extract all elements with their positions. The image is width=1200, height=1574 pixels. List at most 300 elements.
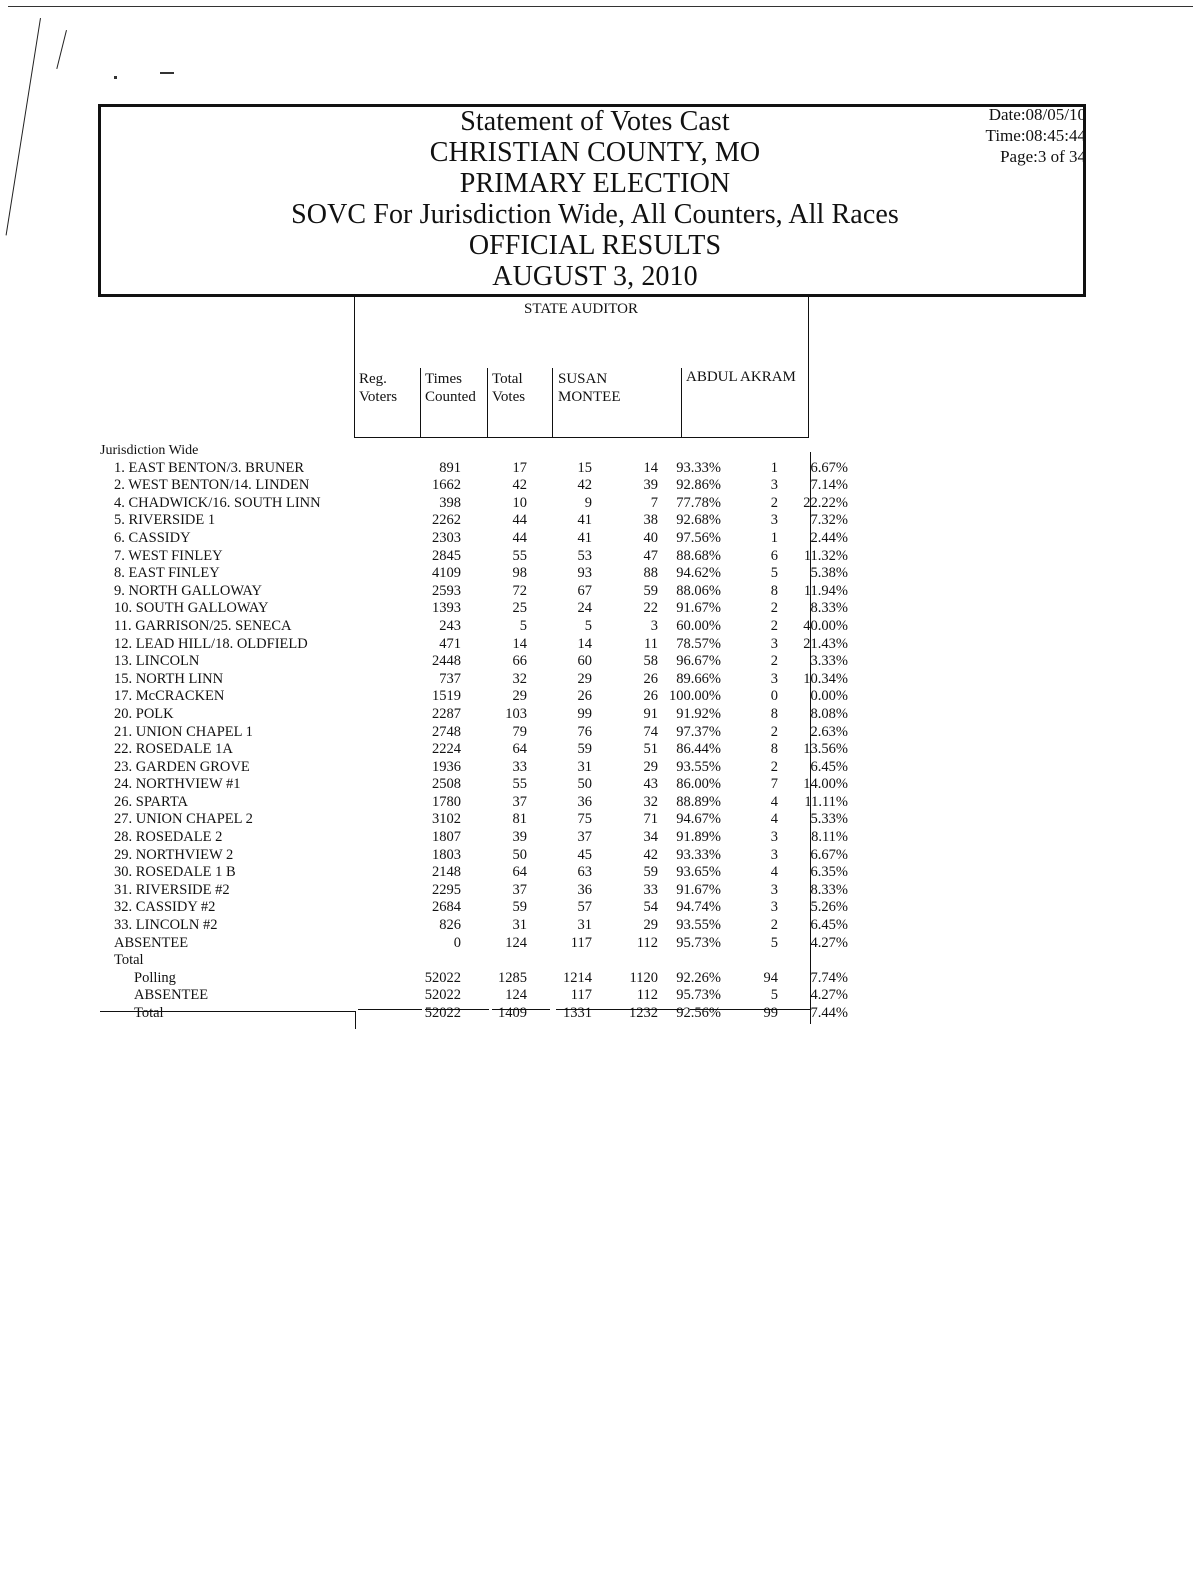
- cell-times: 33: [512, 758, 527, 775]
- cell-total: 42: [577, 477, 592, 494]
- cell-c1: 88: [643, 565, 658, 582]
- cell-times: 29: [512, 688, 527, 705]
- cell-times: 79: [512, 723, 527, 740]
- table-row: [100, 512, 848, 530]
- cell-times: 66: [512, 653, 527, 670]
- cell-c1: 26: [643, 688, 658, 705]
- table-row: [100, 495, 848, 513]
- cell-total: 1214: [563, 969, 592, 986]
- cell-c2p: 7.74%: [810, 969, 848, 986]
- cell-times: 25: [512, 600, 527, 617]
- cell-c1p: 92.56%: [676, 1005, 721, 1021]
- table-row: [100, 882, 848, 900]
- cell-reg: 891: [439, 459, 461, 476]
- cell-c1: 58: [643, 653, 658, 670]
- cell-c1: 33: [643, 881, 658, 898]
- table-row: [100, 688, 848, 706]
- cell-c2: 0: [770, 688, 778, 705]
- cell-c1: 26: [643, 670, 658, 687]
- cell-reg: 52022: [424, 969, 461, 986]
- cell-total: 36: [577, 881, 592, 898]
- jurisdiction-name: 5. RIVERSIDE 1: [114, 512, 216, 529]
- cell-c2p: 6.35%: [810, 864, 848, 881]
- cell-c2: 1: [770, 459, 778, 476]
- cell-c2p: 2.44%: [810, 529, 848, 546]
- jurisdiction-name: 31. RIVERSIDE #2: [114, 881, 230, 898]
- cell-c1p: 91.67%: [676, 600, 721, 617]
- jurisdiction-name: 30. ROSEDALE 1 B: [114, 864, 236, 881]
- column-rule: [354, 297, 355, 437]
- col-times-counted: Times Counted: [425, 371, 476, 405]
- cell-c2p: 4.27%: [810, 934, 848, 951]
- total-underline: [690, 1009, 810, 1010]
- cell-c2p: 22.22%: [803, 494, 848, 511]
- column-rule: [420, 368, 421, 437]
- cell-c2: 3: [770, 512, 778, 529]
- cell-times: 124: [505, 987, 527, 1004]
- cell-c2: 7: [770, 776, 778, 793]
- jurisdiction-name: 8. EAST FINLEY: [114, 565, 220, 582]
- cell-c2p: 6.67%: [810, 459, 848, 476]
- cell-c1p: 60.00%: [676, 617, 721, 634]
- cell-c2: 1: [770, 529, 778, 546]
- cell-c1p: 93.65%: [676, 864, 721, 881]
- cell-total: 14: [577, 635, 592, 652]
- table-row: [100, 741, 848, 759]
- jurisdiction-name: 28. ROSEDALE 2: [114, 829, 223, 846]
- cell-c1p: 88.06%: [676, 582, 721, 599]
- cell-c1p: 93.55%: [676, 758, 721, 775]
- cell-c2p: 7.44%: [810, 1005, 848, 1021]
- table-row: [100, 460, 848, 478]
- cell-times: 42: [512, 477, 527, 494]
- cell-c2p: 14.00%: [803, 776, 848, 793]
- cell-reg: 2287: [432, 705, 461, 722]
- cell-total: 57: [577, 899, 592, 916]
- table-row: [100, 724, 848, 742]
- jurisdiction-name: 4. CHADWICK/16. SOUTH LINN: [114, 494, 321, 511]
- jurisdiction-name: 27. UNION CHAPEL 2: [114, 811, 253, 828]
- cell-c1: 51: [643, 741, 658, 758]
- cell-c1: 32: [643, 793, 658, 810]
- cell-c1p: 89.66%: [676, 670, 721, 687]
- table-row: [100, 899, 848, 917]
- cell-c2p: 5.38%: [810, 565, 848, 582]
- page-number: Page:3 of 34: [1000, 147, 1086, 166]
- cell-total: 117: [570, 987, 592, 1004]
- cell-times: 5: [519, 617, 527, 634]
- jurisdiction-name: 1. EAST BENTON/3. BRUNER: [114, 459, 304, 476]
- cell-times: 124: [505, 934, 527, 951]
- cell-total: 37: [577, 829, 592, 846]
- cell-c1: 1120: [629, 969, 658, 986]
- totals-row-absentee: [100, 987, 848, 1005]
- cell-times: 1409: [498, 1005, 527, 1021]
- column-rule: [681, 368, 682, 437]
- cell-c1: 34: [643, 829, 658, 846]
- cell-c2: 4: [770, 864, 778, 881]
- table-row: [100, 706, 848, 724]
- cell-total: 5: [584, 617, 592, 634]
- cell-c1: 14: [643, 459, 658, 476]
- cell-c1: 91: [643, 705, 658, 722]
- cell-c2: 2: [770, 917, 778, 934]
- total-underline: [556, 1009, 684, 1010]
- cell-times: 64: [512, 741, 527, 758]
- cell-total: 93: [577, 565, 592, 582]
- cell-reg: 2148: [432, 864, 461, 881]
- cell-c2: 94: [763, 969, 778, 986]
- cell-c2: 2: [770, 653, 778, 670]
- cell-c1p: 95.73%: [676, 987, 721, 1004]
- cell-reg: 398: [439, 494, 461, 511]
- cell-c1p: 78.57%: [676, 635, 721, 652]
- scan-mark: [6, 18, 41, 235]
- jurisdiction-name: 9. NORTH GALLOWAY: [114, 582, 263, 599]
- cell-c2p: 8.11%: [811, 829, 848, 846]
- cell-total: 75: [577, 811, 592, 828]
- cell-c1: 29: [643, 917, 658, 934]
- cell-c1p: 92.68%: [676, 512, 721, 529]
- cell-c1: 40: [643, 529, 658, 546]
- cell-reg: 1662: [432, 477, 461, 494]
- cell-reg: 4109: [432, 565, 461, 582]
- table-row: [100, 847, 848, 865]
- jurisdiction-name: Polling: [134, 969, 176, 986]
- cell-c2: 5: [770, 987, 778, 1004]
- cell-total: 26: [577, 688, 592, 705]
- jurisdiction-name: 10. SOUTH GALLOWAY: [114, 600, 269, 617]
- cell-c2: 6: [770, 547, 778, 564]
- table-row: [100, 917, 848, 935]
- cell-reg: 2303: [432, 529, 461, 546]
- cell-c1p: 86.00%: [676, 776, 721, 793]
- cell-c2p: 8.33%: [810, 881, 848, 898]
- jurisdiction-name: 21. UNION CHAPEL 1: [114, 723, 253, 740]
- cell-times: 32: [512, 670, 527, 687]
- cell-reg: 3102: [432, 811, 461, 828]
- cell-reg: 2295: [432, 881, 461, 898]
- cell-reg: 1803: [432, 846, 461, 863]
- cell-reg: 2448: [432, 653, 461, 670]
- table-row: [100, 618, 848, 636]
- election-date: AUGUST 3, 2010: [492, 261, 698, 292]
- cell-total: 41: [577, 529, 592, 546]
- cell-c2: 3: [770, 670, 778, 687]
- cell-c2: 2: [770, 617, 778, 634]
- cell-c1p: 95.73%: [676, 934, 721, 951]
- cell-times: 64: [512, 864, 527, 881]
- cell-c2: 8: [770, 741, 778, 758]
- jurisdiction-name: 29. NORTHVIEW 2: [114, 846, 234, 863]
- jurisdiction-name: Total: [134, 1005, 164, 1021]
- cell-times: 31: [512, 917, 527, 934]
- cell-c1p: 91.92%: [676, 705, 721, 722]
- jurisdiction-name: 13. LINCOLN: [114, 653, 200, 670]
- cell-reg: 2508: [432, 776, 461, 793]
- report-date: Date:08/05/10: [988, 105, 1086, 124]
- jurisdiction-name: 12. LEAD HILL/18. OLDFIELD: [114, 635, 308, 652]
- cell-total: 45: [577, 846, 592, 863]
- report-time: Time:08:45:44: [985, 126, 1086, 145]
- cell-total: 59: [577, 741, 592, 758]
- jurisdiction-name: 20. POLK: [114, 705, 174, 722]
- cell-times: 37: [512, 881, 527, 898]
- cell-c1: 29: [643, 758, 658, 775]
- cell-times: 39: [512, 829, 527, 846]
- table-row: [100, 759, 848, 777]
- cell-reg: 2593: [432, 582, 461, 599]
- jurisdiction-name: 32. CASSIDY #2: [114, 899, 216, 916]
- jurisdiction-name: 7. WEST FINLEY: [114, 547, 223, 564]
- cell-total: 50: [577, 776, 592, 793]
- cell-c1p: 100.00%: [669, 688, 721, 705]
- jurisdiction-name: 22. ROSEDALE 1A: [114, 741, 233, 758]
- table-row: [100, 794, 848, 812]
- cell-c2: 5: [770, 934, 778, 951]
- jurisdiction-name: 23. GARDEN GROVE: [114, 758, 250, 775]
- cell-c2p: 21.43%: [803, 635, 848, 652]
- table-row: [100, 530, 848, 548]
- cell-c1: 1232: [629, 1005, 658, 1021]
- cell-times: 72: [512, 582, 527, 599]
- column-rule: [552, 368, 553, 437]
- cell-c2p: 10.34%: [803, 670, 848, 687]
- cell-reg: 2845: [432, 547, 461, 564]
- jurisdiction-name: 15. NORTH LINN: [114, 670, 224, 687]
- table-row: [100, 565, 848, 583]
- cell-c1: 54: [643, 899, 658, 916]
- cell-total: 41: [577, 512, 592, 529]
- cell-total: 24: [577, 600, 592, 617]
- cell-c1: 71: [643, 811, 658, 828]
- cell-c1p: 92.26%: [676, 969, 721, 986]
- cell-reg: 2224: [432, 741, 461, 758]
- cell-times: 44: [512, 512, 527, 529]
- table-row: [100, 935, 848, 953]
- cell-times: 14: [512, 635, 527, 652]
- cell-c1p: 77.78%: [676, 494, 721, 511]
- cell-c2p: 7.14%: [810, 477, 848, 494]
- cell-c2: 8: [770, 582, 778, 599]
- cell-c1p: 94.74%: [676, 899, 721, 916]
- section-row: [100, 442, 848, 460]
- jurisdiction-name: 26. SPARTA: [114, 793, 188, 810]
- scan-mark: [56, 30, 67, 69]
- cell-c1p: 96.67%: [676, 653, 721, 670]
- cell-total: 67: [577, 582, 592, 599]
- table-row: [100, 477, 848, 495]
- cell-c1p: 94.67%: [676, 811, 721, 828]
- cell-c2: 2: [770, 758, 778, 775]
- cell-c2p: 8.08%: [810, 705, 848, 722]
- cell-c2p: 40.00%: [803, 617, 848, 634]
- cell-c1p: 91.89%: [676, 829, 721, 846]
- cell-c2: 2: [770, 723, 778, 740]
- total-underline: [358, 1009, 422, 1010]
- cell-c2: 2: [770, 494, 778, 511]
- cell-c1p: 88.89%: [676, 793, 721, 810]
- jurisdiction-name: ABSENTEE: [114, 934, 189, 951]
- cell-times: 17: [512, 459, 527, 476]
- results-status: OFFICIAL RESULTS: [468, 230, 722, 261]
- cell-c2: 2: [770, 600, 778, 617]
- cell-c2: 3: [770, 899, 778, 916]
- header-rule: [354, 437, 809, 438]
- jurisdiction-name: 17. McCRACKEN: [114, 688, 225, 705]
- cell-times: 44: [512, 529, 527, 546]
- election-name: PRIMARY ELECTION: [459, 168, 731, 199]
- cell-c1p: 92.86%: [676, 477, 721, 494]
- cell-reg: 1807: [432, 829, 461, 846]
- section-label: Jurisdiction Wide: [100, 443, 199, 458]
- cell-times: 50: [512, 846, 527, 863]
- total-underline: [492, 1009, 550, 1010]
- cell-c2p: 3.33%: [810, 653, 848, 670]
- cell-times: 59: [512, 899, 527, 916]
- col-candidate-akram: ABDUL AKRAM: [686, 369, 796, 385]
- totals-row-polling: [100, 970, 848, 988]
- cell-c2p: 6.67%: [810, 846, 848, 863]
- table-row: [100, 829, 848, 847]
- cell-times: 55: [512, 547, 527, 564]
- cell-reg: 471: [439, 635, 461, 652]
- race-title: STATE AUDITOR: [524, 301, 638, 317]
- cell-c1: 42: [643, 846, 658, 863]
- cell-reg: 52022: [424, 987, 461, 1004]
- cell-c2p: 13.56%: [803, 741, 848, 758]
- cell-reg: 243: [439, 617, 461, 634]
- cell-reg: 52022: [424, 1005, 461, 1021]
- cell-reg: 2684: [432, 899, 461, 916]
- cell-times: 55: [512, 776, 527, 793]
- cell-reg: 1780: [432, 793, 461, 810]
- cell-total: 31: [577, 917, 592, 934]
- cell-c1p: 91.67%: [676, 881, 721, 898]
- cell-c1p: 86.44%: [676, 741, 721, 758]
- cell-reg: 826: [439, 917, 461, 934]
- jurisdiction-name: 33. LINCOLN #2: [114, 917, 218, 934]
- cell-c2p: 6.45%: [810, 917, 848, 934]
- column-rule: [808, 297, 809, 437]
- table-row: [100, 776, 848, 794]
- cell-c2: 3: [770, 635, 778, 652]
- table-row: [100, 600, 848, 618]
- report-scope: SOVC For Jurisdiction Wide, All Counters, All Races: [291, 199, 899, 230]
- scan-speck: [114, 76, 117, 79]
- table-row: [100, 671, 848, 689]
- cell-c2p: 7.32%: [810, 512, 848, 529]
- table-row: [100, 583, 848, 601]
- col-reg-voters: Reg. Voters: [359, 371, 398, 405]
- scan-speck: [160, 72, 174, 74]
- cell-c2: 3: [770, 881, 778, 898]
- report-title: Statement of Votes Cast: [460, 106, 730, 137]
- cell-reg: 2262: [432, 512, 461, 529]
- cell-total: 29: [577, 670, 592, 687]
- cell-total: 1331: [563, 1005, 592, 1021]
- cell-times: 10: [512, 494, 527, 511]
- cell-c2: 4: [770, 811, 778, 828]
- cell-c2p: 11.94%: [803, 582, 848, 599]
- cell-times: 98: [512, 565, 527, 582]
- total-underline: [425, 1009, 489, 1010]
- cell-total: 15: [577, 459, 592, 476]
- cell-c1: 59: [643, 864, 658, 881]
- cell-total: 76: [577, 723, 592, 740]
- cell-c2p: 5.26%: [810, 899, 848, 916]
- cell-c1: 112: [636, 934, 658, 951]
- jurisdiction-name: 24. NORTHVIEW #1: [114, 776, 241, 793]
- cell-total: 31: [577, 758, 592, 775]
- cell-reg: 2748: [432, 723, 461, 740]
- jurisdiction-name: 6. CASSIDY: [114, 529, 191, 546]
- cell-c2: 8: [770, 705, 778, 722]
- cell-c1: 38: [643, 512, 658, 529]
- cell-c1: 39: [643, 477, 658, 494]
- cell-c1p: 93.33%: [676, 459, 721, 476]
- cell-c1p: 94.62%: [676, 565, 721, 582]
- cell-c1: 112: [636, 987, 658, 1004]
- cell-reg: 1393: [432, 600, 461, 617]
- cell-total: 9: [584, 494, 592, 511]
- table-row: [100, 548, 848, 566]
- cell-c1: 7: [650, 494, 658, 511]
- table-row: [100, 653, 848, 671]
- cell-total: 36: [577, 793, 592, 810]
- cell-c2p: 5.33%: [810, 811, 848, 828]
- cell-c1: 22: [643, 600, 658, 617]
- cell-c2p: 11.11%: [804, 793, 848, 810]
- cell-times: 1285: [498, 969, 527, 986]
- cell-total: 117: [570, 934, 592, 951]
- jurisdiction-name: ABSENTEE: [134, 987, 209, 1004]
- cell-c1: 3: [650, 617, 658, 634]
- table-row: [100, 811, 848, 829]
- cell-c2p: 6.45%: [810, 758, 848, 775]
- cell-c2: 3: [770, 477, 778, 494]
- cell-c1: 74: [643, 723, 658, 740]
- page-edge: [8, 6, 1193, 7]
- cell-c1p: 97.56%: [676, 529, 721, 546]
- cell-c1: 43: [643, 776, 658, 793]
- table-row: [100, 636, 848, 654]
- cell-c2p: 8.33%: [810, 600, 848, 617]
- cell-total: 99: [577, 705, 592, 722]
- cell-times: 81: [512, 811, 527, 828]
- totals-label: Total: [114, 952, 144, 969]
- cell-c1p: 93.55%: [676, 917, 721, 934]
- cell-c2: 3: [770, 846, 778, 863]
- cell-total: 60: [577, 653, 592, 670]
- cell-c2p: 4.27%: [810, 987, 848, 1004]
- cell-total: 53: [577, 547, 592, 564]
- cell-times: 103: [505, 705, 527, 722]
- cell-reg: 1519: [432, 688, 461, 705]
- grand-total-rule: [100, 1011, 356, 1012]
- cell-c1p: 88.68%: [676, 547, 721, 564]
- cell-total: 63: [577, 864, 592, 881]
- column-rule: [487, 368, 488, 437]
- col-total-votes: Total Votes: [492, 371, 526, 405]
- cell-c1: 47: [643, 547, 658, 564]
- cell-c1: 59: [643, 582, 658, 599]
- cell-c1p: 97.37%: [676, 723, 721, 740]
- cell-reg: 737: [439, 670, 461, 687]
- votes-table: [100, 442, 848, 1023]
- totals-label-row: [100, 952, 848, 970]
- cell-c2: 3: [770, 829, 778, 846]
